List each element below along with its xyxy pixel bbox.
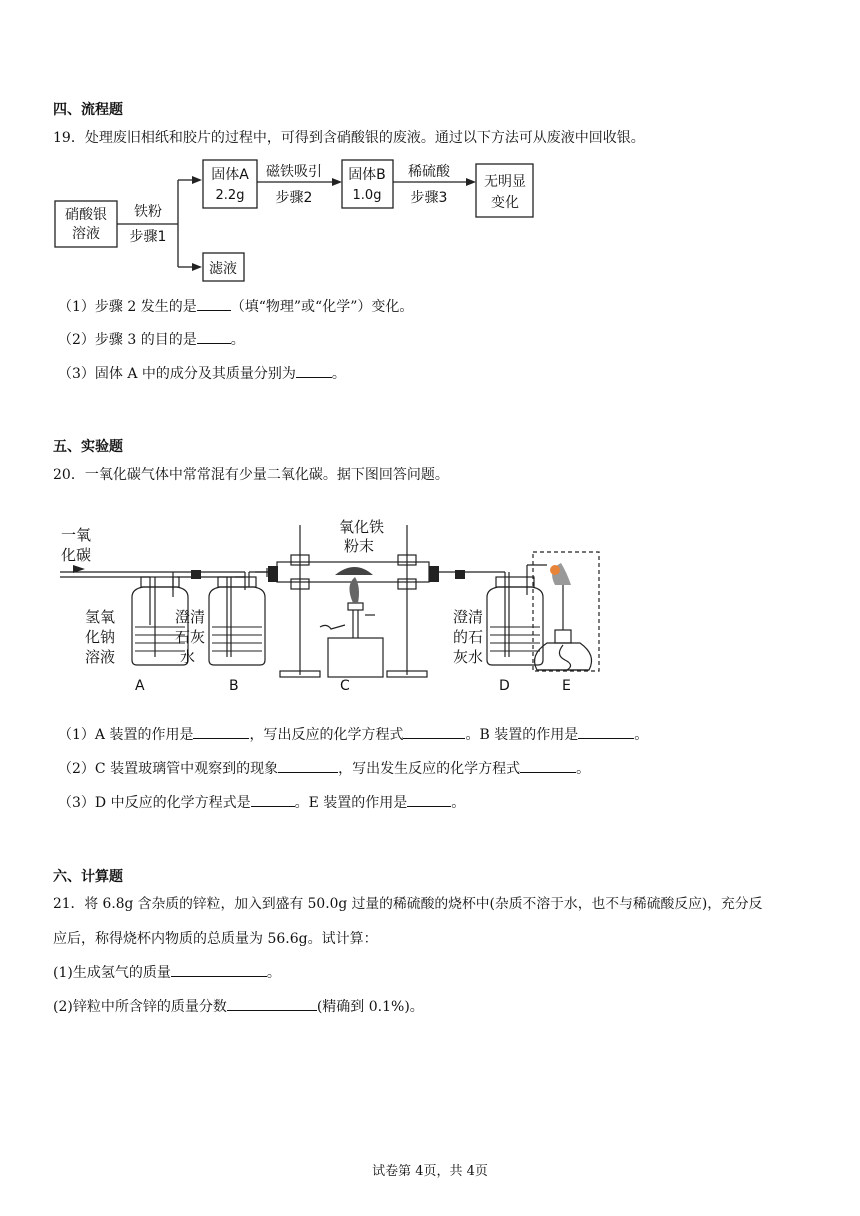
q19-sub2: （2）步骤 3 的目的是 。: [58, 329, 245, 350]
flow-start-line1: 硝酸银: [65, 207, 107, 223]
flow-solidB-line1: 固体B: [348, 167, 386, 183]
page-footer: 试卷第 4页，共 4页: [372, 1164, 488, 1179]
q20-stem: 20．一氧化碳气体中常常混有少量二氧化碳。据下图回答问题。: [53, 467, 449, 483]
q21-stem-line1: 21．将 6.8g 含杂质的锌粒，加入到盛有 50.0g 过量的稀硫酸的烧杯中(杂质不溶于水，也不与稀硫酸反应)，充分反: [53, 896, 763, 912]
flow-arrow1-bottom: 步骤1: [129, 229, 167, 245]
q21-stem-line2: 应后，称得烧杯内物质的总质量为 56.6g。试计算：: [53, 931, 378, 947]
a-label-line3: 溶液: [85, 648, 116, 666]
d-label-line3: 灰水: [453, 648, 484, 666]
section4-heading: 四、流程题: [53, 102, 123, 118]
letter-d: D: [499, 678, 510, 694]
answer-blank[interactable]: [197, 329, 231, 344]
b-label-line3: 水: [180, 648, 196, 666]
inlet-label-line2: 化碳: [61, 546, 92, 564]
d-label-line2: 的石: [453, 628, 484, 646]
flow-solidA-line1: 固体A: [211, 167, 249, 183]
section5-heading: 五、实验题: [53, 439, 123, 455]
letter-b: B: [229, 678, 239, 694]
answer-blank[interactable]: [193, 724, 249, 739]
answer-blank[interactable]: [227, 996, 317, 1011]
inlet-label-line1: 一氧: [61, 526, 92, 544]
a-label-line2: 化钠: [85, 628, 116, 646]
flow-filtrate: 滤液: [209, 261, 237, 277]
q20-sub2: （2）C 装置玻璃管中观察到的现象 ，写出发生反应的化学方程式 。: [58, 758, 590, 779]
q19-flow-diagram: [50, 155, 570, 285]
c-label-line2: 粉末: [344, 537, 375, 555]
letter-c: C: [340, 678, 350, 694]
section6-heading: 六、计算题: [53, 869, 123, 885]
q20-sub3: （3）D 中反应的化学方程式是 。E 装置的作用是 。: [58, 792, 465, 813]
b-label-line1: 澄清: [175, 608, 206, 626]
flow-end-line1: 无明显: [484, 174, 526, 190]
flow-arrow3-top: 稀硫酸: [408, 164, 450, 180]
flow-arrow1-top: 铁粉: [134, 204, 162, 220]
answer-blank[interactable]: [403, 724, 465, 739]
flow-end-line2: 变化: [491, 195, 519, 211]
burner-flame: [349, 577, 359, 603]
flow-solidB-line2: 1.0g: [352, 188, 382, 203]
flow-start-line2: 溶液: [72, 226, 100, 242]
answer-blank[interactable]: [407, 792, 451, 807]
answer-blank[interactable]: [578, 724, 634, 739]
flow-arrow2-bottom: 步骤2: [275, 190, 313, 206]
answer-blank[interactable]: [197, 296, 231, 311]
a-label-line1: 氢氧: [85, 608, 116, 626]
q20-apparatus-diagram: [55, 515, 615, 697]
answer-blank[interactable]: [251, 792, 295, 807]
flow-arrow3-bottom: 步骤3: [410, 190, 448, 206]
letter-e: E: [562, 678, 571, 694]
flow-arrow2-top: 磁铁吸引: [266, 164, 322, 180]
answer-blank[interactable]: [520, 758, 576, 773]
burning-co-flame: [550, 565, 560, 575]
q19-stem: 19．处理废旧相纸和胶片的过程中，可得到含硝酸银的废液。通过以下方法可从废液中回收银。: [53, 130, 645, 146]
q21-sub1: (1)生成氢气的质量 。: [53, 962, 281, 983]
q19-sub3: （3）固体 A 中的成分及其质量分别为 。: [58, 363, 346, 384]
d-label-line1: 澄清: [453, 608, 484, 626]
c-label-line1: 氧化铁: [339, 518, 385, 536]
q19-sub1: （1）步骤 2 发生的是 （填“物理”或“化学”）变化。: [58, 296, 413, 317]
answer-blank[interactable]: [296, 363, 332, 378]
q20-sub1: （1）A 装置的作用是 ，写出反应的化学方程式 。B 装置的作用是 。: [58, 724, 648, 745]
answer-blank[interactable]: [171, 962, 267, 977]
iron-oxide-powder: [335, 567, 373, 575]
q21-sub2: (2)锌粒中所含锌的质量分数 (精确到 0.1%)。: [53, 996, 424, 1017]
b-label-line2: 石灰: [175, 628, 206, 646]
answer-blank[interactable]: [278, 758, 338, 773]
flow-solidA-line2: 2.2g: [215, 188, 245, 203]
letter-a: A: [135, 678, 145, 694]
